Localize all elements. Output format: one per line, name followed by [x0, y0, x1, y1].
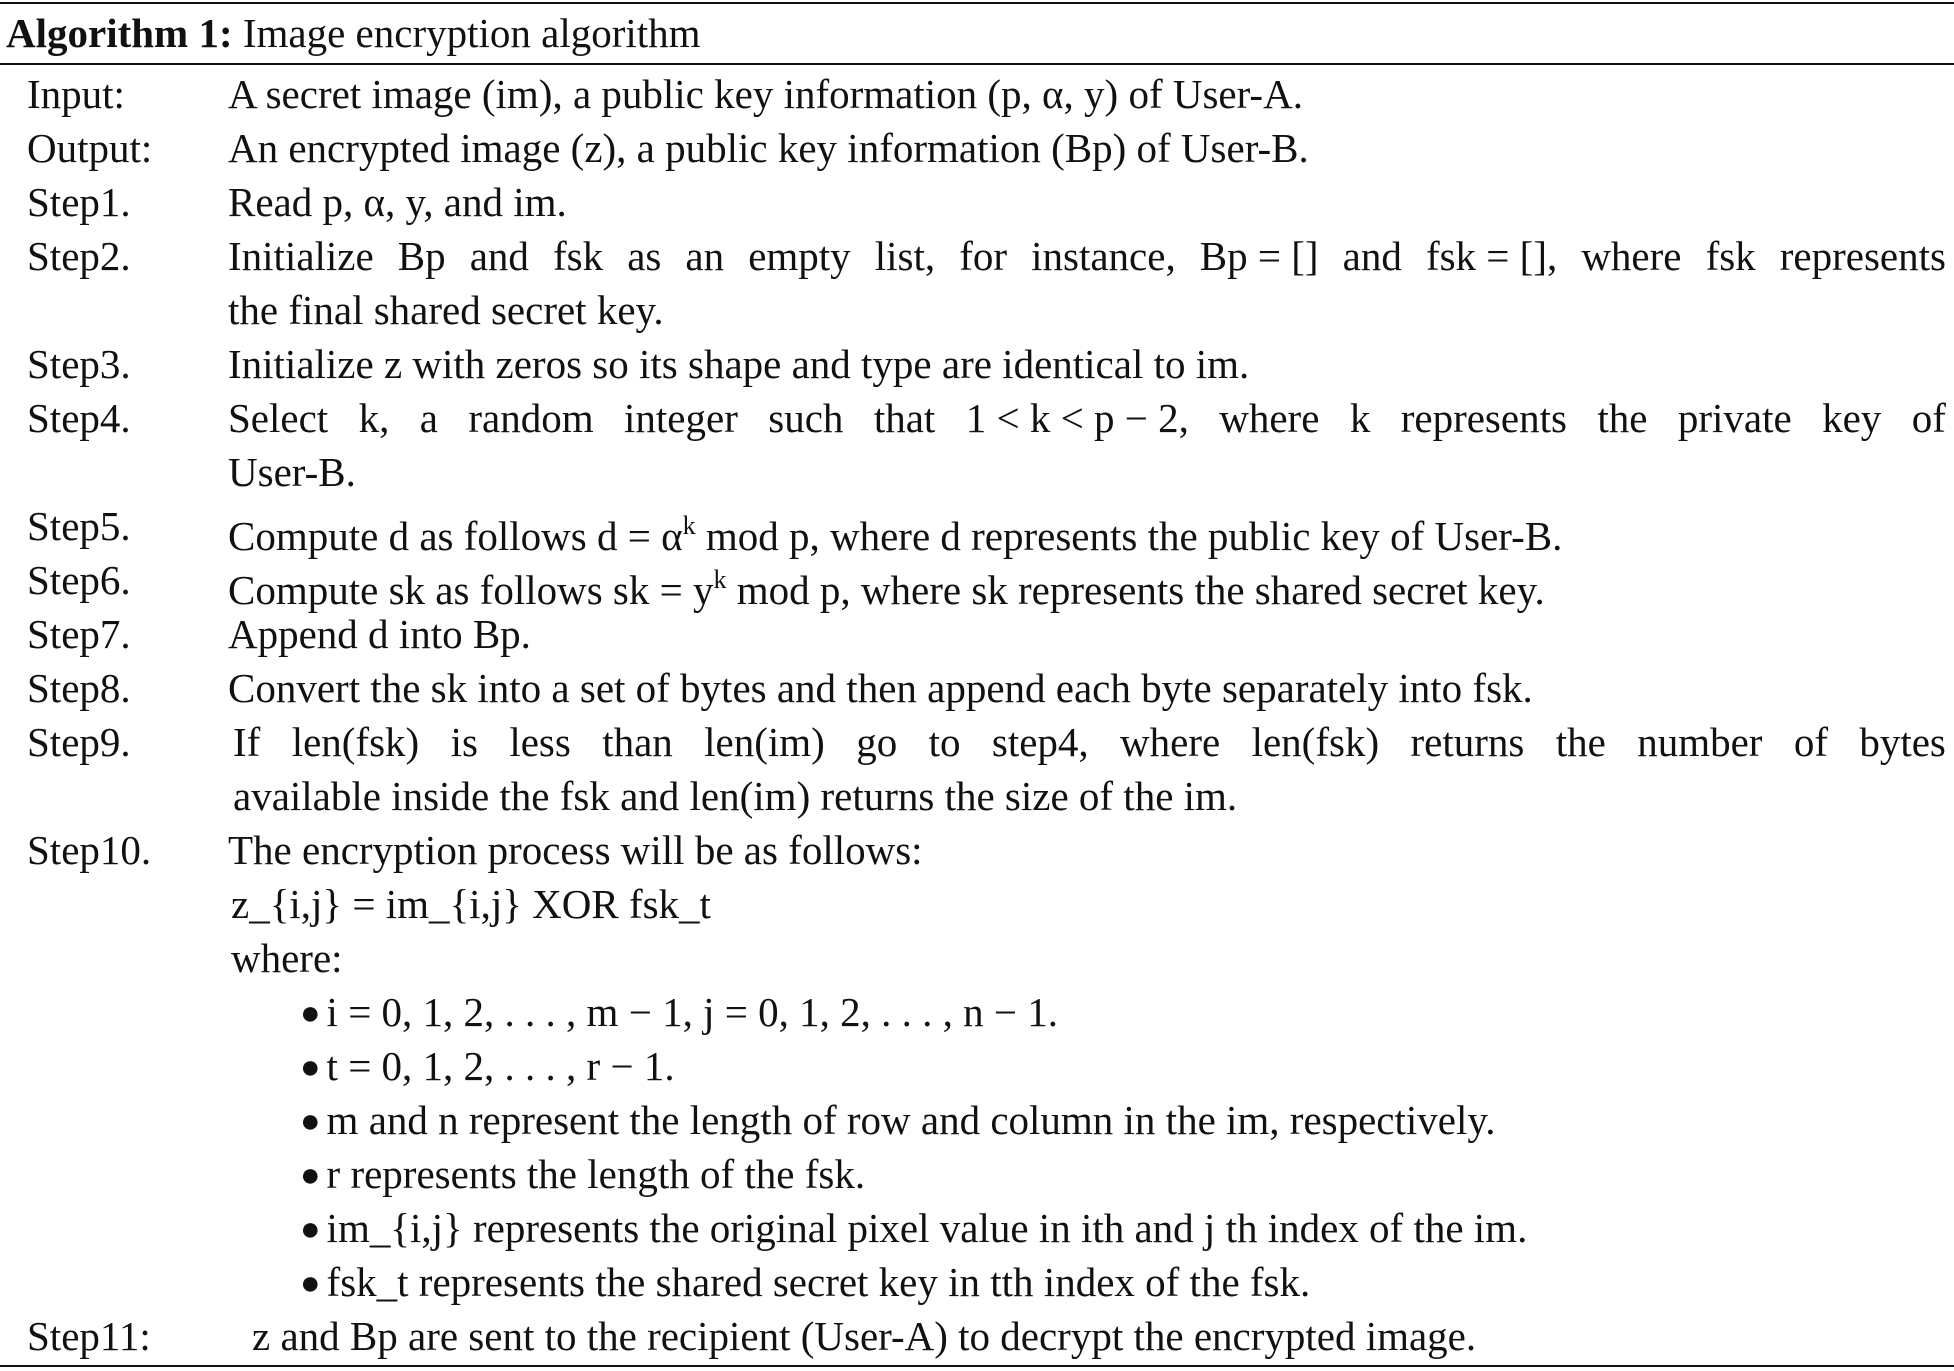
word: a — [419, 395, 438, 441]
word: number — [1637, 719, 1763, 765]
word: Select — [228, 395, 329, 441]
word: as — [627, 233, 662, 279]
bullet-text: im_{i,j} represents the original pixel value in ith and j th index of the im. — [326, 1205, 1528, 1251]
step10-bullet — [300, 1093, 1495, 1151]
top-rule — [0, 2, 1954, 4]
word: where — [1219, 395, 1320, 441]
algorithm-title-text: Image encryption algorithm — [242, 10, 701, 56]
word: of — [1793, 719, 1828, 765]
word: Bp = [] — [1199, 233, 1319, 279]
word: where — [1581, 233, 1682, 279]
step7-text: Append d into Bp. — [228, 611, 531, 657]
bullet-dot-icon: ● — [300, 1211, 321, 1248]
output-text: An encrypted image (z), a public key information (Bp) of User-B. — [228, 125, 1309, 171]
word: step4, — [991, 719, 1089, 765]
step5-label: Step5. — [27, 503, 131, 549]
step2-label: Step2. — [27, 233, 131, 279]
step2-line2: the final shared secret key. — [228, 287, 664, 333]
bottom-rule — [0, 1365, 1954, 1367]
word: len(im) — [704, 719, 825, 765]
step4-label: Step4. — [27, 395, 131, 441]
step4-line2: User-B. — [228, 449, 356, 495]
word: k, — [358, 395, 390, 441]
word: represents — [1779, 233, 1946, 279]
step9-line1 — [233, 715, 1946, 769]
step2-line1 — [228, 229, 1946, 283]
bullet-text: r represents the length of the fsk. — [326, 1151, 866, 1197]
word: less — [509, 719, 571, 765]
word: len(fsk) — [291, 719, 420, 765]
word: fsk — [553, 233, 604, 279]
bullet-dot-icon: ● — [300, 1103, 321, 1140]
step6-exponent: k — [713, 565, 727, 594]
step10-bullet — [300, 1201, 1527, 1259]
word: an — [685, 233, 725, 279]
bullet-dot-icon: ● — [300, 1049, 321, 1086]
step10-bullet — [300, 1255, 1310, 1313]
algorithm-title-label: Algorithm 1: — [6, 10, 233, 56]
header-rule — [0, 63, 1954, 65]
step9-label: Step9. — [27, 719, 131, 765]
algorithm-title — [6, 6, 701, 60]
step8-text: Convert the sk into a set of bytes and then append each byte separately into fsk. — [228, 665, 1533, 711]
step11-label: Step11: — [27, 1313, 151, 1359]
input-text: A secret image (im), a public key information (p, α, y) of User-A. — [228, 71, 1303, 117]
step4-line1 — [228, 391, 1946, 445]
word: and — [469, 233, 529, 279]
step10-formula: z_{i,j} = im_{i,j} XOR fsk_t — [231, 881, 711, 927]
step9-line2: available inside the fsk and len(im) returns the size of the im. — [233, 773, 1238, 819]
bullet-dot-icon: ● — [300, 1157, 321, 1194]
word: empty — [748, 233, 851, 279]
step3-label: Step3. — [27, 341, 131, 387]
word: such — [768, 395, 844, 441]
word: go — [856, 719, 898, 765]
step5-text-b: mod p, where d represents the public key of User-B. — [695, 513, 1563, 559]
word: and — [1342, 233, 1402, 279]
word: represents — [1400, 395, 1567, 441]
bullet-text: t = 0, 1, 2, . . . , r − 1. — [326, 1043, 675, 1089]
word: random — [468, 395, 594, 441]
step5-exponent: k — [682, 511, 696, 540]
word: key — [1822, 395, 1882, 441]
word: If — [233, 719, 261, 765]
word: returns — [1410, 719, 1525, 765]
word: k — [1349, 395, 1371, 441]
bullet-dot-icon: ● — [300, 995, 321, 1032]
step5-text-a: Compute d as follows d = α — [228, 513, 683, 559]
step6-text-a: Compute sk as follows sk = y — [228, 567, 714, 613]
word: Initialize — [228, 233, 374, 279]
word: for — [959, 233, 1008, 279]
step1-text: Read p, α, y, and im. — [228, 179, 567, 225]
bullet-text: m and n represent the length of row and column in the im, respectively. — [326, 1097, 1496, 1143]
step10-label: Step10. — [27, 827, 152, 873]
step3-text: Initialize z with zeros so its shape and type are identical to im. — [228, 341, 1250, 387]
word: that — [873, 395, 936, 441]
step11-text: z and Bp are sent to the recipient (User-A) to decrypt the encrypted image. — [252, 1313, 1477, 1359]
word: is — [450, 719, 478, 765]
word: the — [1555, 719, 1606, 765]
output-label: Output: — [27, 125, 153, 171]
step10-intro: The encryption process will be as follows: — [228, 827, 923, 873]
word: where — [1120, 719, 1221, 765]
bullet-text: i = 0, 1, 2, . . . , m − 1, j = 0, 1, 2, . . . , n − 1. — [326, 989, 1058, 1035]
word: integer — [624, 395, 738, 441]
word: private — [1677, 395, 1792, 441]
word: instance, — [1031, 233, 1176, 279]
word: len(fsk) — [1251, 719, 1380, 765]
step8-label: Step8. — [27, 665, 131, 711]
step10-bullet — [300, 1147, 865, 1205]
step10-bullet — [300, 1039, 675, 1097]
word: the — [1597, 395, 1648, 441]
input-label: Input: — [27, 71, 125, 117]
word: list, — [874, 233, 936, 279]
step6-label: Step6. — [27, 557, 131, 603]
word: Bp — [397, 233, 446, 279]
word: fsk = [], — [1425, 233, 1558, 279]
step1-label: Step1. — [27, 179, 131, 225]
step10-where: where: — [231, 935, 343, 981]
word: than — [602, 719, 673, 765]
word: of — [1911, 395, 1946, 441]
word: fsk — [1705, 233, 1756, 279]
word: bytes — [1859, 719, 1946, 765]
word: to — [928, 719, 961, 765]
bullet-dot-icon: ● — [300, 1265, 321, 1302]
bullet-text: fsk_t represents the shared secret key in tth index of the fsk. — [326, 1259, 1311, 1305]
step6-text-b: mod p, where sk represents the shared secret key. — [726, 567, 1545, 613]
step10-bullet — [300, 985, 1058, 1043]
step7-label: Step7. — [27, 611, 131, 657]
word: 1 < k < p − 2, — [965, 395, 1189, 441]
